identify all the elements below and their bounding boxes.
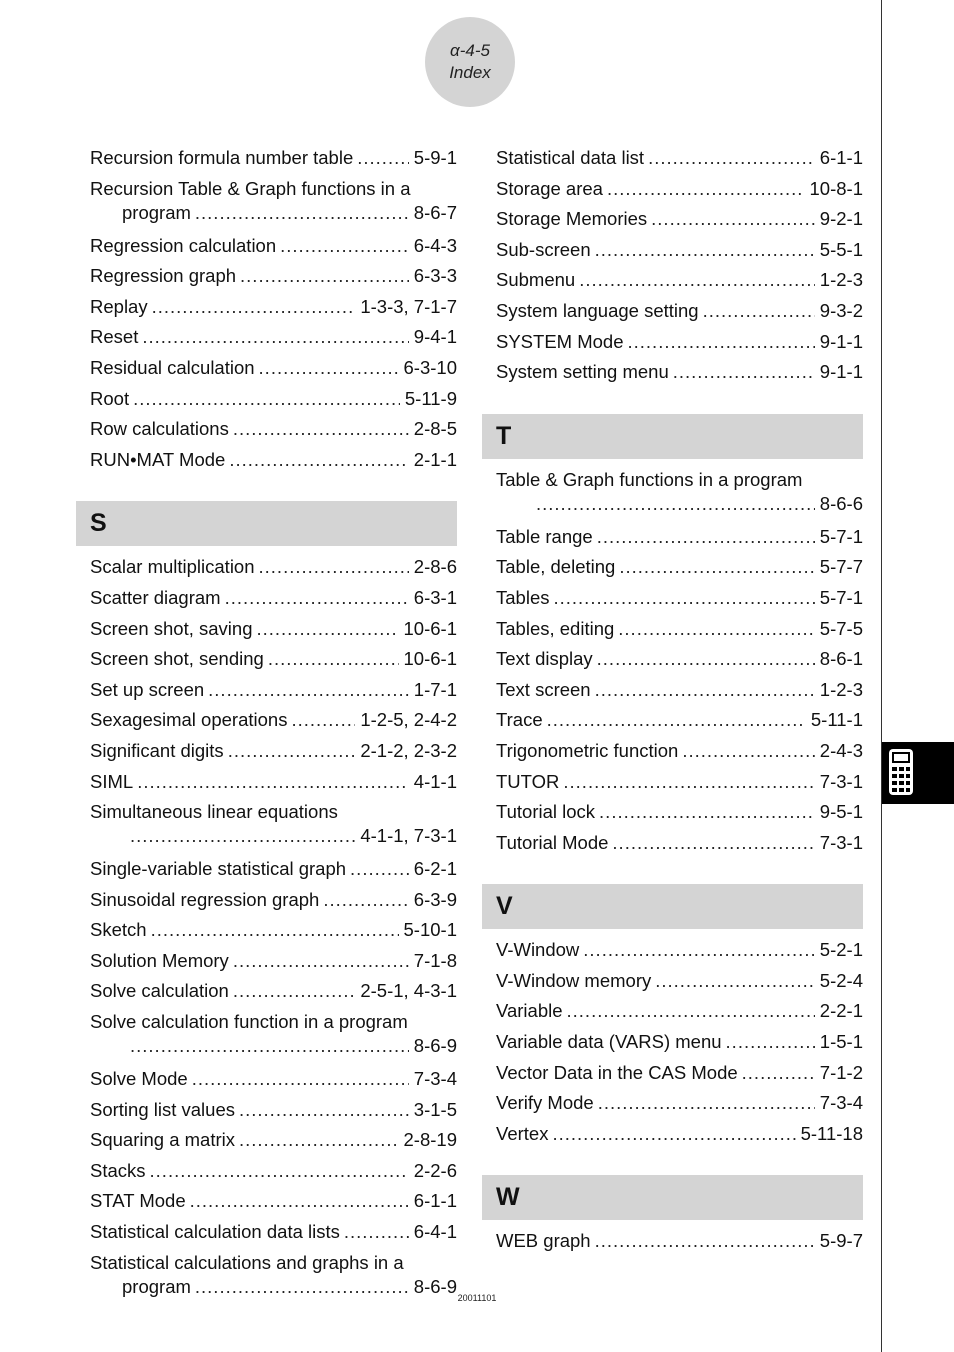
index-entry — [496, 675, 863, 706]
leader-dots — [648, 143, 815, 174]
index-entry — [496, 1119, 863, 1150]
page-reference: 10-6-1 — [403, 617, 457, 639]
index-term: Sinusoidal regression graph — [90, 888, 320, 910]
index-term: V-Window memory — [496, 969, 652, 991]
index-entry-continuation — [90, 1034, 457, 1058]
leader-dots — [192, 1064, 409, 1095]
section-header-v: V — [482, 884, 863, 929]
leader-dots — [239, 1095, 409, 1126]
index-entry — [90, 231, 457, 262]
index-entry — [496, 1088, 863, 1119]
index-entry — [496, 705, 863, 736]
page-reference: 6-1-1 — [819, 147, 863, 168]
index-entry-continuation — [496, 492, 863, 516]
index-term: Recursion Table & Graph functions in a — [90, 177, 411, 199]
index-term: Sexagesimal operations — [90, 709, 288, 731]
leader-dots — [597, 644, 815, 675]
leader-dots — [703, 296, 815, 327]
page-reference: 6-3-1 — [413, 586, 457, 608]
leader-dots — [536, 492, 815, 516]
entries-s — [90, 552, 457, 1304]
page-reference: 5-11-9 — [404, 387, 457, 409]
page-reference: 5-7-1 — [819, 586, 863, 608]
index-term: Verify Mode — [496, 1092, 594, 1114]
index-entry — [496, 1226, 863, 1257]
index-entry — [90, 353, 457, 384]
page-reference: 2-1-2, 2-3-2 — [360, 739, 457, 761]
index-column-right — [496, 143, 863, 1257]
index-term: Trace — [496, 709, 543, 731]
page-reference: 1-5-1 — [819, 1031, 863, 1053]
index-entry — [496, 235, 863, 266]
index-term: Storage area — [496, 177, 603, 199]
leader-dots — [612, 828, 814, 859]
index-term: Table, deleting — [496, 556, 616, 578]
page-reference: 7-3-1 — [819, 831, 863, 853]
index-entry — [496, 1027, 863, 1058]
index-term: RUN•MAT Mode — [90, 448, 226, 470]
index-entry — [496, 296, 863, 327]
index-entry — [90, 976, 457, 1007]
leader-dots — [567, 996, 815, 1027]
index-term: TUTOR — [496, 770, 560, 792]
page-reference: 2-1-1 — [413, 448, 457, 470]
page-reference: 9-2-1 — [819, 208, 863, 230]
index-entry — [90, 915, 457, 946]
page-reference: 2-2-1 — [819, 1000, 863, 1022]
index-entry — [90, 414, 457, 445]
index-entry — [496, 583, 863, 614]
index-entry — [90, 946, 457, 977]
index-entry — [496, 265, 863, 296]
index-term: Residual calculation — [90, 356, 255, 378]
page-reference: 1-2-3 — [819, 678, 863, 700]
leader-dots — [259, 353, 399, 384]
index-entry — [90, 384, 457, 415]
index-term: Statistical data list — [496, 147, 645, 168]
index-entry — [496, 468, 863, 522]
index-entry — [90, 675, 457, 706]
index-entry — [496, 797, 863, 828]
page-reference: 1-2-3 — [819, 269, 863, 291]
index-term: Recursion formula number table — [90, 147, 354, 168]
index-entry — [90, 705, 457, 736]
leader-dots — [195, 201, 409, 225]
page-reference: 9-5-1 — [819, 801, 863, 823]
index-entry — [90, 736, 457, 767]
index-entry — [90, 800, 457, 854]
section-header-s: S — [76, 501, 457, 546]
leader-dots — [240, 261, 409, 292]
leader-dots — [618, 614, 815, 645]
index-term: System language setting — [496, 299, 699, 321]
index-entry — [90, 583, 457, 614]
index-term: Variable — [496, 1000, 563, 1022]
index-entry — [496, 327, 863, 358]
index-term: Sub-screen — [496, 238, 591, 260]
page-reference: 3-1-5 — [413, 1098, 457, 1120]
index-term: Regression graph — [90, 265, 237, 287]
index-term: STAT Mode — [90, 1190, 186, 1212]
leader-dots — [563, 767, 814, 798]
page-reference: 5-2-1 — [819, 939, 863, 961]
index-term: Screen shot, sending — [90, 648, 264, 670]
page-number-badge — [425, 17, 515, 107]
index-entry — [90, 854, 457, 885]
leader-dots — [619, 552, 814, 583]
leader-dots — [190, 1186, 409, 1217]
leader-dots — [259, 552, 409, 583]
index-term: Table range — [496, 525, 593, 547]
index-term: Trigonometric function — [496, 739, 679, 761]
leader-dots — [233, 414, 409, 445]
leader-dots — [607, 174, 805, 205]
leader-dots — [547, 705, 806, 736]
leader-dots — [583, 935, 815, 966]
index-entry — [496, 644, 863, 675]
page-reference: 10-8-1 — [809, 177, 863, 199]
index-entry-continuation — [90, 824, 457, 848]
page-reference: 5-5-1 — [819, 238, 863, 260]
entries-r — [90, 143, 457, 475]
index-term: SYSTEM Mode — [496, 330, 624, 352]
index-term: Tutorial lock — [496, 801, 596, 823]
index-term: Simultaneous linear equations — [90, 801, 338, 823]
page-reference: 1-2-5, 2-4-2 — [360, 709, 457, 731]
page-reference: 9-3-2 — [819, 299, 863, 321]
index-term: Replay — [90, 295, 148, 317]
entries-t — [496, 468, 863, 859]
leader-dots — [233, 976, 356, 1007]
leader-dots — [130, 824, 355, 848]
page-reference: 9-1-1 — [819, 330, 863, 352]
index-entry — [90, 322, 457, 353]
page-reference: 6-4-1 — [413, 1221, 457, 1243]
index-term: Scatter diagram — [90, 586, 221, 608]
index-entry — [90, 1217, 457, 1248]
section-header-t: T — [482, 414, 863, 459]
index-term: Statistical calculation data lists — [90, 1221, 340, 1243]
page-reference: 6-2-1 — [413, 858, 457, 880]
index-term: Set up screen — [90, 678, 205, 700]
page-reference: 6-3-3 — [413, 265, 457, 287]
index-entry — [90, 614, 457, 645]
leader-dots — [651, 204, 815, 235]
leader-dots — [742, 1058, 815, 1089]
index-entry — [90, 292, 457, 323]
index-entry — [496, 143, 863, 174]
page-reference: 7-1-8 — [413, 949, 457, 971]
page-reference: 4-1-1, 7-3-1 — [360, 825, 457, 847]
page-number: α-4-5 — [450, 41, 490, 60]
page-reference: 10-6-1 — [403, 648, 457, 670]
page-reference: 1-7-1 — [413, 678, 457, 700]
page-reference: 6-4-3 — [413, 234, 457, 256]
index-entry — [90, 767, 457, 798]
page-reference: 6-3-9 — [413, 888, 457, 910]
leader-dots — [152, 292, 356, 323]
index-column-left — [90, 143, 457, 1305]
index-term: Regression calculation — [90, 234, 277, 256]
page-reference: 2-8-5 — [413, 418, 457, 440]
page-reference: 5-9-7 — [819, 1230, 863, 1252]
index-entry-continuation — [90, 201, 457, 225]
leader-dots — [225, 583, 409, 614]
leader-dots — [150, 1156, 409, 1187]
index-term: Tutorial Mode — [496, 831, 609, 853]
leader-dots — [673, 357, 815, 388]
leader-dots — [344, 1217, 409, 1248]
index-entry — [90, 261, 457, 292]
leader-dots — [229, 445, 408, 476]
index-term-continued: program — [122, 1275, 191, 1297]
leader-dots — [599, 797, 815, 828]
index-entry — [90, 1156, 457, 1187]
page-reference: 8-6-7 — [413, 201, 457, 223]
page-reference: 7-3-4 — [819, 1092, 863, 1114]
index-term: Solve calculation function in a program — [90, 1011, 408, 1033]
page-reference: 5-9-1 — [413, 147, 457, 168]
index-term: Text screen — [496, 678, 591, 700]
leader-dots — [597, 522, 815, 553]
page-reference: 5-7-1 — [819, 525, 863, 547]
page-reference: 5-7-5 — [819, 617, 863, 639]
index-entry — [90, 1010, 457, 1064]
index-term: Tables — [496, 586, 550, 608]
page-reference: 5-7-7 — [819, 556, 863, 578]
entries-s-continued — [496, 143, 863, 388]
leader-dots — [137, 767, 409, 798]
page-reference: 5-10-1 — [403, 919, 457, 941]
index-entry — [496, 614, 863, 645]
leader-dots — [130, 1034, 409, 1058]
leader-dots — [228, 736, 356, 767]
index-entry — [90, 445, 457, 476]
leader-dots — [268, 644, 399, 675]
page-reference: 5-2-4 — [819, 969, 863, 991]
leader-dots — [579, 265, 815, 296]
entries-w — [496, 1226, 863, 1257]
page-reference: 4-1-1 — [413, 770, 457, 792]
index-entry — [496, 828, 863, 859]
leader-dots — [682, 736, 814, 767]
calculator-icon — [888, 748, 914, 796]
index-term: SIML — [90, 770, 134, 792]
leader-dots — [208, 675, 409, 706]
index-entry — [496, 357, 863, 388]
page-reference: 5-11-1 — [810, 709, 863, 731]
leader-dots — [598, 1088, 815, 1119]
index-term: Root — [90, 387, 130, 409]
page-reference: 6-1-1 — [413, 1190, 457, 1212]
page-reference: 9-1-1 — [819, 361, 863, 383]
page-reference: 6-3-10 — [403, 356, 457, 378]
page-reference: 2-2-6 — [413, 1159, 457, 1181]
index-entry — [496, 767, 863, 798]
chapter-tab — [882, 742, 954, 804]
leader-dots — [233, 946, 409, 977]
leader-dots — [595, 675, 815, 706]
leader-dots — [291, 705, 355, 736]
index-term: Significant digits — [90, 739, 224, 761]
index-term: Text display — [496, 648, 593, 670]
index-term: Stacks — [90, 1159, 146, 1181]
index-entry — [496, 552, 863, 583]
leader-dots — [655, 966, 815, 997]
leader-dots — [239, 1125, 399, 1156]
index-term: Storage Memories — [496, 208, 648, 230]
leader-dots — [256, 614, 398, 645]
leader-dots — [142, 322, 408, 353]
leader-dots — [628, 327, 815, 358]
index-entry — [90, 644, 457, 675]
page-edge-rule — [881, 0, 882, 1352]
index-term: Sketch — [90, 919, 147, 941]
index-term: Solve calculation — [90, 980, 229, 1002]
page-reference: 7-3-4 — [413, 1068, 457, 1090]
index-term: System setting menu — [496, 361, 669, 383]
page-reference: 8-6-9 — [413, 1275, 457, 1297]
print-code: 20011101 — [457, 1293, 497, 1303]
leader-dots — [553, 583, 814, 614]
index-term: Variable data (VARS) menu — [496, 1031, 722, 1053]
leader-dots — [133, 384, 400, 415]
index-entry — [496, 996, 863, 1027]
index-entry — [496, 966, 863, 997]
index-term-continued: program — [122, 201, 191, 223]
index-term: Vector Data in the CAS Mode — [496, 1061, 738, 1083]
index-entry — [496, 522, 863, 553]
section-header-w: W — [482, 1175, 863, 1220]
index-term: Screen shot, saving — [90, 617, 253, 639]
index-term: Squaring a matrix — [90, 1129, 235, 1151]
index-entry — [90, 1064, 457, 1095]
page-reference: 2-8-19 — [403, 1129, 457, 1151]
page-reference: 8-6-1 — [819, 648, 863, 670]
leader-dots — [595, 1226, 815, 1257]
index-term: Sorting list values — [90, 1098, 235, 1120]
page-reference: 2-5-1, 4-3-1 — [360, 980, 457, 1002]
leader-dots — [595, 235, 815, 266]
index-term: Table & Graph functions in a program — [496, 468, 803, 490]
index-entry — [496, 1058, 863, 1089]
leader-dots — [357, 143, 409, 174]
page-reference: 2-4-3 — [819, 739, 863, 761]
index-entry — [496, 204, 863, 235]
index-term: V-Window — [496, 939, 580, 961]
index-entry — [496, 174, 863, 205]
index-entry — [90, 552, 457, 583]
page-reference: 2-8-6 — [413, 556, 457, 578]
index-term: Solution Memory — [90, 949, 229, 971]
index-entry — [496, 736, 863, 767]
leader-dots — [726, 1027, 815, 1058]
index-entry — [90, 1125, 457, 1156]
index-term: Solve Mode — [90, 1068, 188, 1090]
page-reference: 8-6-9 — [413, 1035, 457, 1057]
index-term: Scalar multiplication — [90, 556, 255, 578]
index-term: Single-variable statistical graph — [90, 858, 347, 880]
index-term: Reset — [90, 326, 139, 348]
leader-dots — [323, 885, 408, 916]
index-term: Row calculations — [90, 418, 229, 440]
leader-dots — [350, 854, 409, 885]
index-entry — [90, 1186, 457, 1217]
index-entry — [90, 885, 457, 916]
index-term: Vertex — [496, 1122, 549, 1144]
leader-dots — [552, 1119, 795, 1150]
section-name: Index — [449, 63, 491, 82]
leader-dots — [151, 915, 399, 946]
index-entry — [90, 1095, 457, 1126]
page-reference: 7-3-1 — [819, 770, 863, 792]
page-reference: 7-1-2 — [819, 1061, 863, 1083]
page-reference: 8-6-6 — [819, 492, 863, 514]
page-reference: 5-11-18 — [800, 1122, 863, 1144]
index-entry — [496, 935, 863, 966]
leader-dots — [280, 231, 409, 262]
index-entry — [90, 143, 457, 174]
index-term: Statistical calculations and graphs in a — [90, 1251, 404, 1273]
page-reference: 1-3-3, 7-1-7 — [360, 295, 457, 317]
index-term: Submenu — [496, 269, 576, 291]
entries-v — [496, 935, 863, 1149]
index-term: Tables, editing — [496, 617, 615, 639]
page-reference: 9-4-1 — [413, 326, 457, 348]
index-entry — [90, 177, 457, 231]
index-term: WEB graph — [496, 1230, 591, 1252]
